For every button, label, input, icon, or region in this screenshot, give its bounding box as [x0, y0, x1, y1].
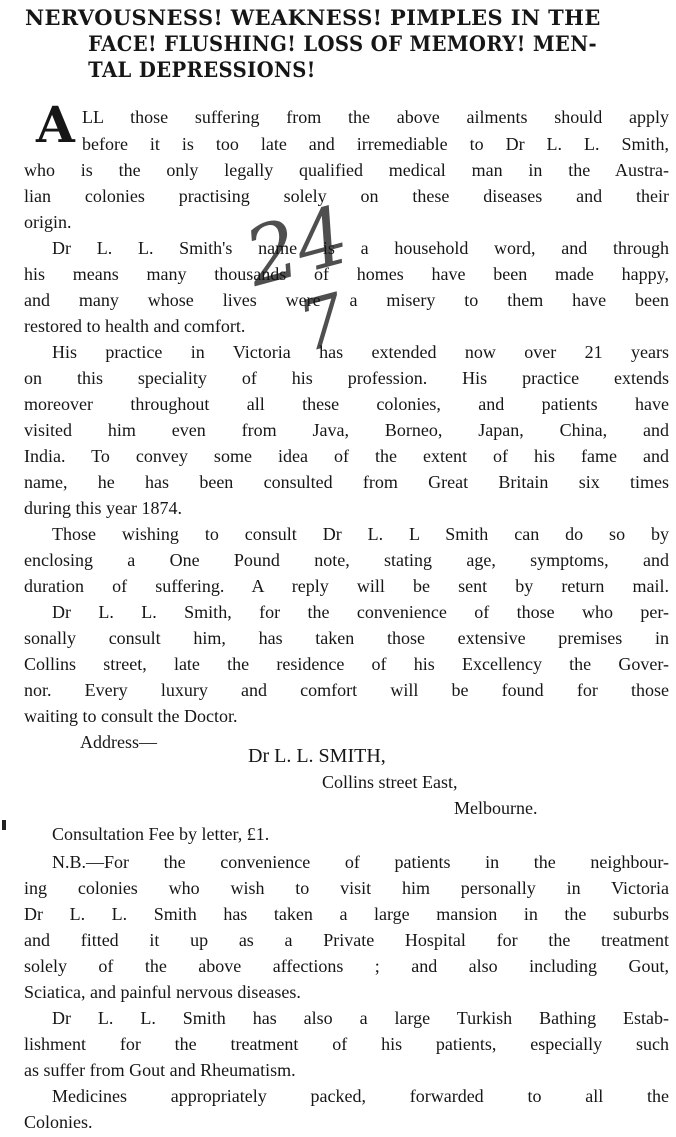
body-p4-line: duration of suffering. A reply will be sent by return mail. — [24, 576, 669, 596]
nb-p1-line: N.B.—For the convenience of patients in the neighbour- — [52, 852, 669, 872]
nb-p1-line: Sciatica, and painful nervous diseases. — [24, 982, 301, 1002]
body-p3-line: moreover throughout all these colonies, and patients have — [24, 394, 669, 414]
nb-p2-line: Dr L. L. Smith has also a large Turkish Bathing Estab- — [52, 1008, 669, 1028]
body-p1-line: lian colonies practising solely on these diseases and their — [24, 186, 669, 206]
body-p3-line: name, he has been consulted from Great Britain six times — [24, 472, 669, 492]
nb-p3-line: Medicines appropriately packed, forwarded to all the — [52, 1086, 669, 1106]
body-p5-line: waiting to consult the Doctor. — [24, 706, 238, 726]
body-p1-line: origin. — [24, 212, 72, 232]
body-p5-line: sonally consult him, has taken those extensive premises in — [24, 628, 669, 648]
address-name: Dr L. L. SMITH, — [248, 745, 386, 767]
nb-p1-line: solely of the above affections ; and also including Gout, — [24, 956, 669, 976]
nb-p1-line: and fitted it up as a Private Hospital for the treatment — [24, 930, 669, 950]
handwritten-annotation: 24 — [235, 188, 359, 305]
headline-line-3: TAL DEPRESSIONS! — [88, 57, 316, 82]
nb-p2-line: lishment for the treatment of his patients, especially such — [24, 1034, 669, 1054]
body-p4-line: enclosing a One Pound note, stating age, symptoms, and — [24, 550, 669, 570]
body-p2-line: and many whose lives were a misery to them have been — [24, 290, 669, 310]
body-p2-line: Dr L. L. Smith's name is a household word, and through — [52, 238, 669, 258]
address-label: Address— — [80, 732, 157, 752]
nb-p2-line: as suffer from Gout and Rheumatism. — [24, 1060, 296, 1080]
headline-line-1: NERVOUSNESS! WEAKNESS! PIMPLES IN THE — [24, 5, 601, 30]
headline-line-2: FACE! FLUSHING! LOSS OF MEMORY! MEN- — [88, 31, 597, 56]
body-p4-line: Those wishing to consult Dr L. L Smith can do so by — [52, 524, 669, 544]
body-p1-line: before it is too late and irremediable to Dr L. L. Smith, — [82, 134, 669, 154]
consultation-fee: Consultation Fee by letter, £1. — [52, 824, 270, 844]
body-p1-line: LL those suffering from the above ailments should apply — [82, 107, 669, 127]
body-p5-line: Dr L. L. Smith, for the convenience of those who per- — [52, 602, 669, 622]
body-p2-line: restored to health and comfort. — [24, 316, 246, 336]
body-p3-line: His practice in Victoria has extended now over 21 years — [52, 342, 669, 362]
nb-p1-line: Dr L. L. Smith has taken a large mansion in the suburbs — [24, 904, 669, 924]
address-street: Collins street East, — [322, 772, 458, 792]
handwritten-annotation-2: 7 — [290, 277, 355, 369]
body-p3-line: visited him even from Java, Borneo, Japan, China, and — [24, 420, 669, 440]
margin-mark — [2, 820, 6, 830]
body-p3-line: during this year 1874. — [24, 498, 182, 518]
address-city: Melbourne. — [454, 798, 538, 818]
body-p1-line: who is the only legally qualified medical man in the Austra- — [24, 160, 669, 180]
drop-cap: A — [36, 95, 75, 154]
body-p3-line: India. To convey some idea of the extent of his fame and — [24, 446, 669, 466]
body-p3-line: on this speciality of his profession. His practice extends — [24, 368, 669, 388]
body-p2-line: his means many thousands of homes have been made happy, — [24, 264, 669, 284]
nb-p3-line: Colonies. — [24, 1112, 93, 1132]
body-p5-line: nor. Every luxury and comfort will be found for those — [24, 680, 669, 700]
nb-p1-line: ing colonies who wish to visit him personally in Victoria — [24, 878, 669, 898]
body-p5-line: Collins street, late the residence of his Excellency the Gover- — [24, 654, 669, 674]
